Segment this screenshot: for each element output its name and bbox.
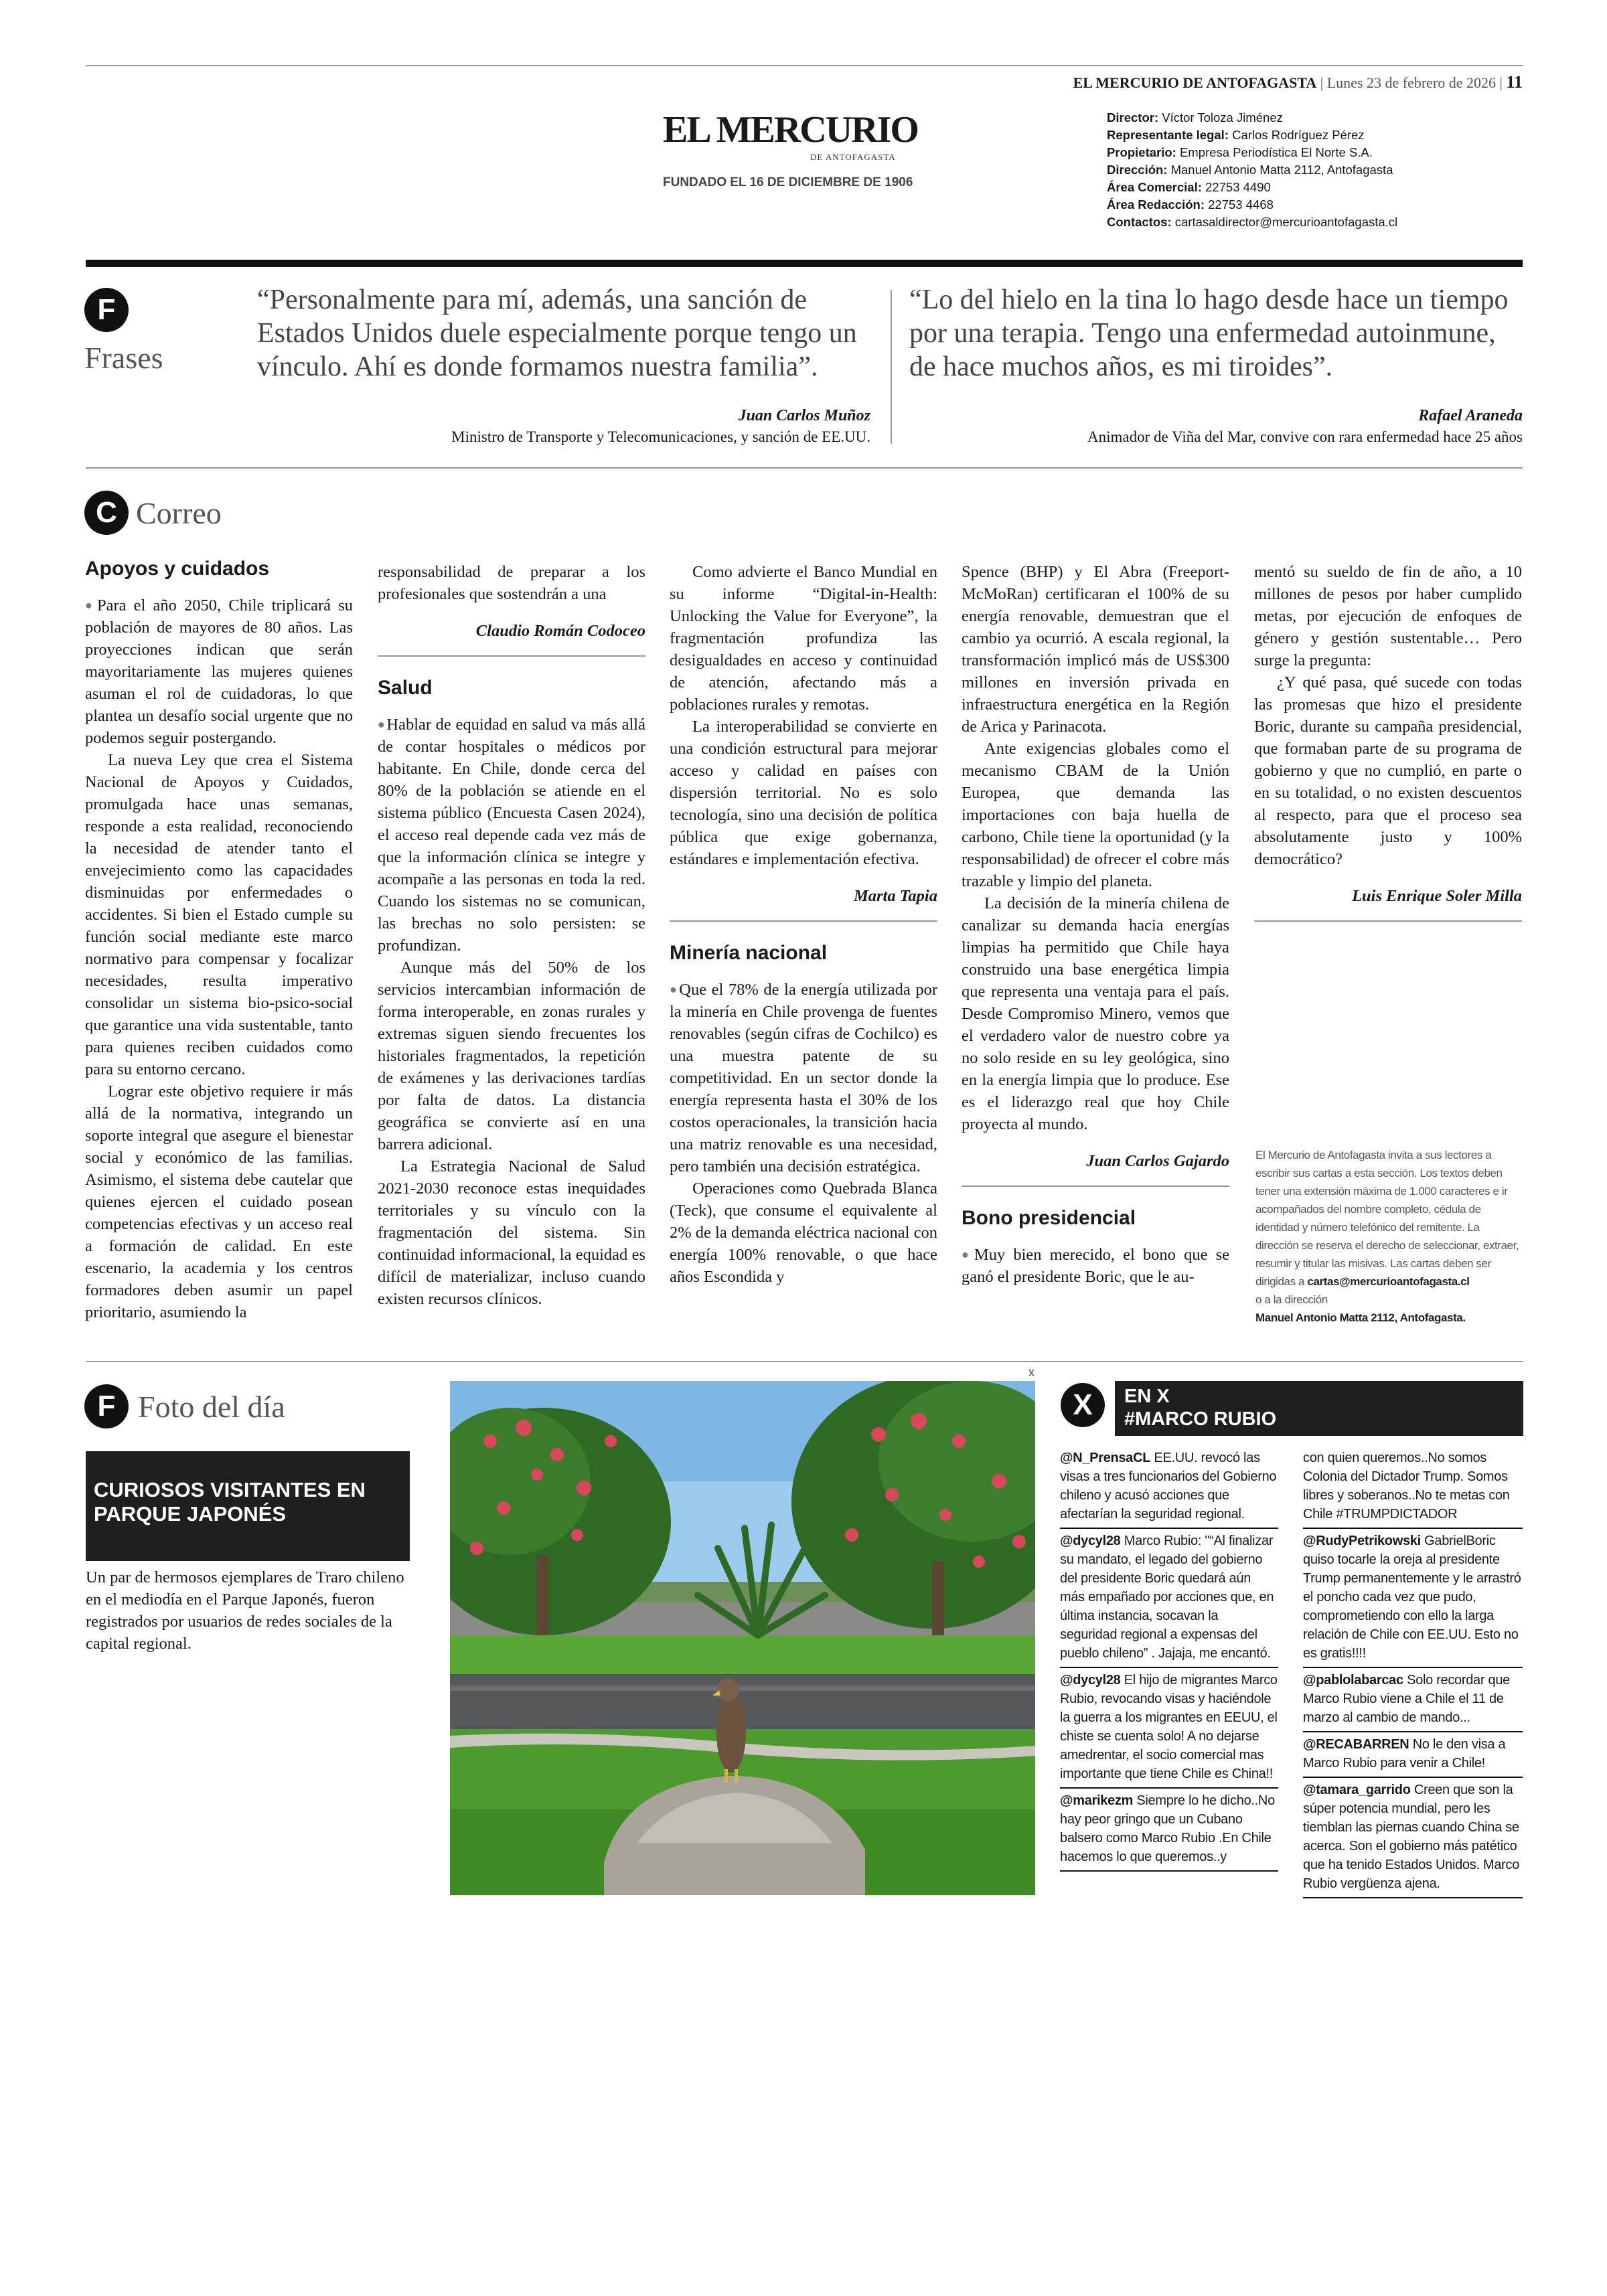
letter-signature: Claudio Román Codoceo xyxy=(475,622,645,640)
quote-1-role: Ministro de Transporte y Telecomunicaciones, y sanción de EE.UU. xyxy=(451,428,870,445)
letter-heading-bono: Bono presidencial xyxy=(962,1207,1136,1229)
correo-column-1 xyxy=(85,558,353,1323)
foto-close-mark[interactable]: x xyxy=(1028,1366,1035,1379)
frases-title: Frases xyxy=(84,341,163,375)
correo-column-2 xyxy=(378,561,645,1310)
letter-signature: Juan Carlos Gajardo xyxy=(1086,1152,1229,1170)
letter-paragraph: Lograr este objetivo requiere ir más allá de la normativa, integrando un soporte integral que asegure el bienestar social y económico de las familias. Asimismo, el sistema debe cautelar que quienes ejercen el cuidado posean competencias efectivas y un acceso real a formación de calidad. En este escenario, la academia y los centros formadores deben asumir un papel prioritario, asumiendo la xyxy=(85,1082,353,1321)
letter-paragraph: mentó su sueldo de fin de año, a 10 millones de pesos por haber cumplido metas, por ejecución de enfoques de género y gestión sustentable… Pero surge la pregunta: xyxy=(1254,563,1522,669)
x-handle[interactable]: @RECABARREN xyxy=(1303,1737,1409,1752)
quote-1-text: “Personalmente para mí, además, una sanción de Estados Unidos duele especialmente porque tengo un vínculo. Ahí es donde formamos nuestra familia”. xyxy=(257,284,857,382)
letter-heading-mineria: Minería nacional xyxy=(670,942,828,964)
letter-paragraph: La decisión de la minería chilena de canalizar su demanda hacia energías limpias ha permitido que Chile haya construido una base energética limpia que representa una ventaja para el país. Desde Compromiso Minero, vemos que el verdadero valor de nuestro cobre ya no solo reside en su ley geológica, sino en la energía limpia que lo produce. Ese es el liderazgo real que hoy Chile proyecta al mundo. xyxy=(962,894,1229,1133)
correo-icon: C xyxy=(84,491,129,535)
header-sep2: | xyxy=(1499,74,1507,91)
enx-header-box xyxy=(1115,1381,1523,1436)
x-post-text: Solo recordar que Marco Rubio viene a Chile el 11 de marzo al cambio de mando... xyxy=(1303,1673,1510,1725)
letter-paragraph: Ante exigencias globales como el mecanismo CBAM de la Unión Europea, que demanda las importaciones con baja huella de carbono, Chile tiene la oportunidad (y la responsabilidad) de ofrecer el cobre más trazable y limpio del planeta. xyxy=(962,740,1229,890)
x-post-text: Creen que son la súper potencia mundial, pero les tiemblan las piernas cuando China se acerca. Son el gobierno más patético que ha tenido Estados Unidos. Marco Rubio vergüenza ajena. xyxy=(1303,1783,1520,1891)
x-post xyxy=(1303,1778,1523,1898)
letter-paragraph: ● Que el 78% de la energía utilizada por la minería en Chile provenga de fuentes renovables (según cifras de Cochilco) es una muestra patente de su competitividad. En un sector donde la energía representa hasta el 30% de los costos operacionales, la transición hacia una matriz renovable es una necesidad, pero también una decisión estratégica. xyxy=(670,979,937,1177)
correo-column-5 xyxy=(1254,561,1522,936)
letters-notice-email[interactable]: cartas@mercurioantofagasta.cl xyxy=(1307,1275,1470,1288)
x-handle[interactable]: @pablolabarcac xyxy=(1303,1673,1403,1688)
letter-separator xyxy=(378,655,645,657)
letter-signature: Marta Tapia xyxy=(853,887,937,905)
masthead-thick-rule xyxy=(86,260,1523,267)
x-handle[interactable]: @RudyPetrikowski xyxy=(1303,1534,1421,1548)
x-post-text: EE.UU. revocó las visas a tres funcionarios del Gobierno chileno y acusó acciones que afectarían la seguridad regional. xyxy=(1060,1451,1277,1522)
x-post-text: Siempre lo he dicho..No hay peor gringo que un Cubano balsero como Marco Rubio .En Chile hacemos lo que queremos..y xyxy=(1060,1793,1275,1864)
letter-paragraph: Como advierte el Banco Mundial en su informe “Digital-in-Health: Unlocking the Value for Everyone”, la fragmentación profundiza las desigualdades en acceso y continuidad de atención, afectando más a poblaciones rurales y remotas. xyxy=(670,563,937,714)
correo-column-4 xyxy=(962,561,1229,1288)
correo-bottom-rule xyxy=(86,1361,1523,1362)
header-paper-name: EL MERCURIO DE ANTOFAGASTA xyxy=(1073,74,1317,91)
staff-row: Dirección: Manuel Antonio Matta 2112, Antofagasta xyxy=(1107,163,1393,177)
quote-2-author: Rafael Araneda xyxy=(1418,407,1523,424)
founded-line: FUNDADO EL 16 DE DICIEMBRE DE 1906 xyxy=(663,175,913,189)
letter-signature: Luis Enrique Soler Milla xyxy=(1352,887,1522,905)
logo-sub: DE ANTOFAGASTA xyxy=(810,152,896,162)
frases-bottom-rule xyxy=(86,467,1523,469)
letters-notice-address: Manuel Antonio Matta 2112, Antofagasta. xyxy=(1255,1311,1466,1324)
letters-notice-or: o a la dirección xyxy=(1255,1293,1328,1306)
x-post xyxy=(1060,1529,1278,1668)
x-post xyxy=(1060,1789,1278,1872)
letter-separator xyxy=(962,1185,1229,1187)
staff-row: Contactos: cartasaldirector@mercurioantofagasta.cl xyxy=(1107,215,1398,229)
letter-paragraph: ¿Y qué pasa, qué sucede con todas las promesas que hizo el presidente Boric, durante su campaña presidencial, que formaban parte de su programa de gobierno y que no cumplió, en parte o en su totalidad, o no existen descuentos al respecto, para que el proceso sea absolutamente justo y 100% democrático? xyxy=(1254,673,1522,868)
park-photo-illustration xyxy=(450,1381,1035,1895)
quote-2-text: “Lo del hielo en la tina lo hago desde hace un tiempo por una terapia. Tengo una enfermedad autoinmune, de hace muchos años, es mi tiroides”. xyxy=(909,284,1509,382)
letter-paragraph: La interoperabilidad se convierte en una condición estructural para mejorar acceso y calidad en países con dispersión territorial. No es solo tecnología, sino una decisión de política pública que exige gobernanza, estándares e implementación efectiva. xyxy=(670,718,937,868)
enx-column-2 xyxy=(1303,1446,1523,1898)
letters-notice-text: El Mercurio de Antofagasta invita a sus lectores a escribir sus cartas a esta sección. Los textos deben tener una extensión máxima de 1.000 caracteres e ir acompañados del nombre completo, cédula de identidad y número telefónico del remitente. La dirección se reserva el derecho de seleccionar, extraer, resumir y titular las misivas. Las cartas deben ser dirigidas a xyxy=(1255,1149,1519,1288)
x-handle[interactable]: @N_PrensaCL xyxy=(1060,1451,1151,1465)
letter-paragraph: La nueva Ley que crea el Sistema Nacional de Apoyos y Cuidados, promulgada hace unas semanas, responde a esta realidad, reconociendo la necesidad de atender tanto el envejecimiento como las capacidades disminuidas por enfermedades o accidentes. Si bien el Estado cumple su función social mediante este marco normativo para compensar y focalizar necesidades, resulta imperativo consolidar un sistema bio-psico-social que garantice una vida sustentable, tanto para quienes reciben cuidados como para su entorno cercano. xyxy=(85,751,353,1078)
x-post-text: GabrielBoric quiso tocarle la oreja al presidente Trump permanentemente y le arrastró el poncho cada vez que pudo, comprometiendo con ello la larga relación de Chile con EE.UU. Esto no es gratis!!!! xyxy=(1303,1534,1521,1661)
x-post xyxy=(1060,1446,1278,1529)
x-post xyxy=(1303,1732,1523,1778)
header-sep: | xyxy=(1320,74,1327,91)
letter-paragraph: Aunque más del 50% de los servicios intercambian información de forma interoperable, en zonas rurales y extremas siguen siendo frecuentes los historiales fragmentados, la repetición de exámenes y las derivaciones tardías por falta de datos. La distancia geográfica se convierte así en una barrera adicional. xyxy=(378,959,645,1153)
header-page-number: 11 xyxy=(1506,72,1523,92)
foto-title: Foto del día xyxy=(138,1390,285,1424)
x-handle[interactable]: @dycyl28 xyxy=(1060,1673,1121,1688)
x-post xyxy=(1303,1446,1523,1529)
enx-column-1 xyxy=(1060,1446,1278,1872)
letter-paragraph: responsabilidad de preparar a los profesionales que sostendrán a una xyxy=(378,563,645,603)
frases-icon: F xyxy=(84,288,129,332)
staff-row: Área Comercial: 22753 4490 xyxy=(1107,180,1271,194)
letter-paragraph: ● Hablar de equidad en salud va más allá de contar hospitales o médicos por habitante. En Chile, donde cerca del 80% de la población se atiende en el sistema público (Encuesta Casen 2024), el acceso real depende cada vez más de que la información clínica se integre y acompañe a las personas en toda la red. Cuando los sistemas no se comunican, las brechas no solo persisten: se profundizan. xyxy=(378,714,645,957)
x-icon: X xyxy=(1061,1383,1105,1427)
x-post-text: Marco Rubio: "“Al finalizar su mandato, el legado del gobierno del presidente Boric quedará aún más empañado por acciones que, en última instancia, socavan la seguridad regional a expensas del pueblo chileno” . Jajaja, me encantó. xyxy=(1060,1534,1274,1661)
x-post xyxy=(1303,1529,1523,1668)
staff-info xyxy=(1107,109,1522,231)
letter-heading-salud: Salud xyxy=(378,677,433,699)
x-handle[interactable]: @dycyl28 xyxy=(1060,1534,1121,1548)
staff-row: Representante legal: Carlos Rodríguez Pérez xyxy=(1107,128,1365,142)
x-post xyxy=(1060,1668,1278,1789)
header-dateline xyxy=(904,72,1523,92)
x-post xyxy=(1303,1668,1523,1732)
quote-2-role: Animador de Viña del Mar, convive con rara enfermedad hace 25 años xyxy=(1087,428,1523,445)
x-post-text: No le den visa a Marco Rubio para venir a Chile! xyxy=(1303,1737,1506,1771)
letter-heading-apoyos: Apoyos y cuidados xyxy=(85,558,270,580)
x-handle[interactable]: @tamara_garrido xyxy=(1303,1783,1411,1797)
enx-title-line2: #MARCO RUBIO xyxy=(1124,1408,1277,1430)
foto-headline: CURIOSOS VISITANTES EN PARQUE JAPONÉS xyxy=(94,1478,366,1526)
top-rule xyxy=(86,65,1523,66)
letter-paragraph: La Estrategia Nacional de Salud 2021-2030 reconoce estas inequidades territoriales y su vínculo con la fragmentación del sistema. Sin continuidad informacional, la equidad es difícil de materializar, incluso cuando existen recursos clínicos. xyxy=(378,1157,645,1308)
enx-title-line1: EN X xyxy=(1124,1386,1170,1407)
foto-caption: Un par de hermosos ejemplares de Traro chileno en el mediodía en el Parque Japonés, fueron registrados por usuarios de redes sociales de la capital regional. xyxy=(86,1568,404,1653)
letter-paragraph: Operaciones como Quebrada Blanca (Teck), que consume el equivalente al 2% de la demanda eléctrica nacional con energía 100% renovable, o que hace años Escondida y xyxy=(670,1179,937,1286)
foto-image xyxy=(450,1381,1035,1895)
foto-icon: F xyxy=(84,1384,129,1428)
quote-divider xyxy=(891,290,892,444)
letter-separator xyxy=(670,920,937,922)
foto-headline-box xyxy=(86,1451,410,1561)
staff-row: Propietario: Empresa Periodística El Norte S.A. xyxy=(1107,145,1373,159)
staff-row: Director: Víctor Toloza Jiménez xyxy=(1107,110,1283,125)
correo-column-3 xyxy=(670,561,937,1288)
x-post-text: con quien queremos..No somos Colonia del Dictador Trump. Somos libres y soberanos..No te metas con Chile #TRUMPDICTADOR xyxy=(1303,1451,1510,1522)
correo-title: Correo xyxy=(136,496,222,530)
x-handle[interactable]: @marikezm xyxy=(1060,1793,1134,1808)
quote-1-author: Juan Carlos Muñoz xyxy=(738,407,870,424)
staff-row: Área Redacción: 22753 4468 xyxy=(1107,197,1274,212)
logo-main: EL MERCURIO xyxy=(663,109,918,151)
letter-paragraph: ● Para el año 2050, Chile triplicará su población de mayores de 80 años. Las proyecciones indican que serán mayoritariamente las mujeres quienes asuman el rol de cuidadoras, lo que plantea un desafío social urgente que no podemos seguir postergando. xyxy=(85,594,353,749)
letters-notice xyxy=(1255,1146,1523,1327)
letter-separator xyxy=(1254,920,1522,922)
letter-paragraph: Spence (BHP) y El Abra (Freeport-McMoRan) certificaran el 100% de su energía renovable, demuestran que el cambio ya ocurrió. A escala regional, la transformación implicó más de US$300 millones en inversión privada en infraestructura energética en la Región de Arica y Parinacota. xyxy=(962,563,1229,736)
x-post-text: El hijo de migrantes Marco Rubio, revocando visas y haciéndole la guerra a los migrantes en EEUU, el chiste se cuenta solo! A no dejarse amedrentar, el socio comercial mas importante que tiene Chile es China!! xyxy=(1060,1673,1278,1781)
letter-paragraph: ● Muy bien merecido, el bono que se ganó el presidente Boric, que le au- xyxy=(962,1244,1229,1288)
header-date: Lunes 23 de febrero de 2026 xyxy=(1326,74,1497,91)
